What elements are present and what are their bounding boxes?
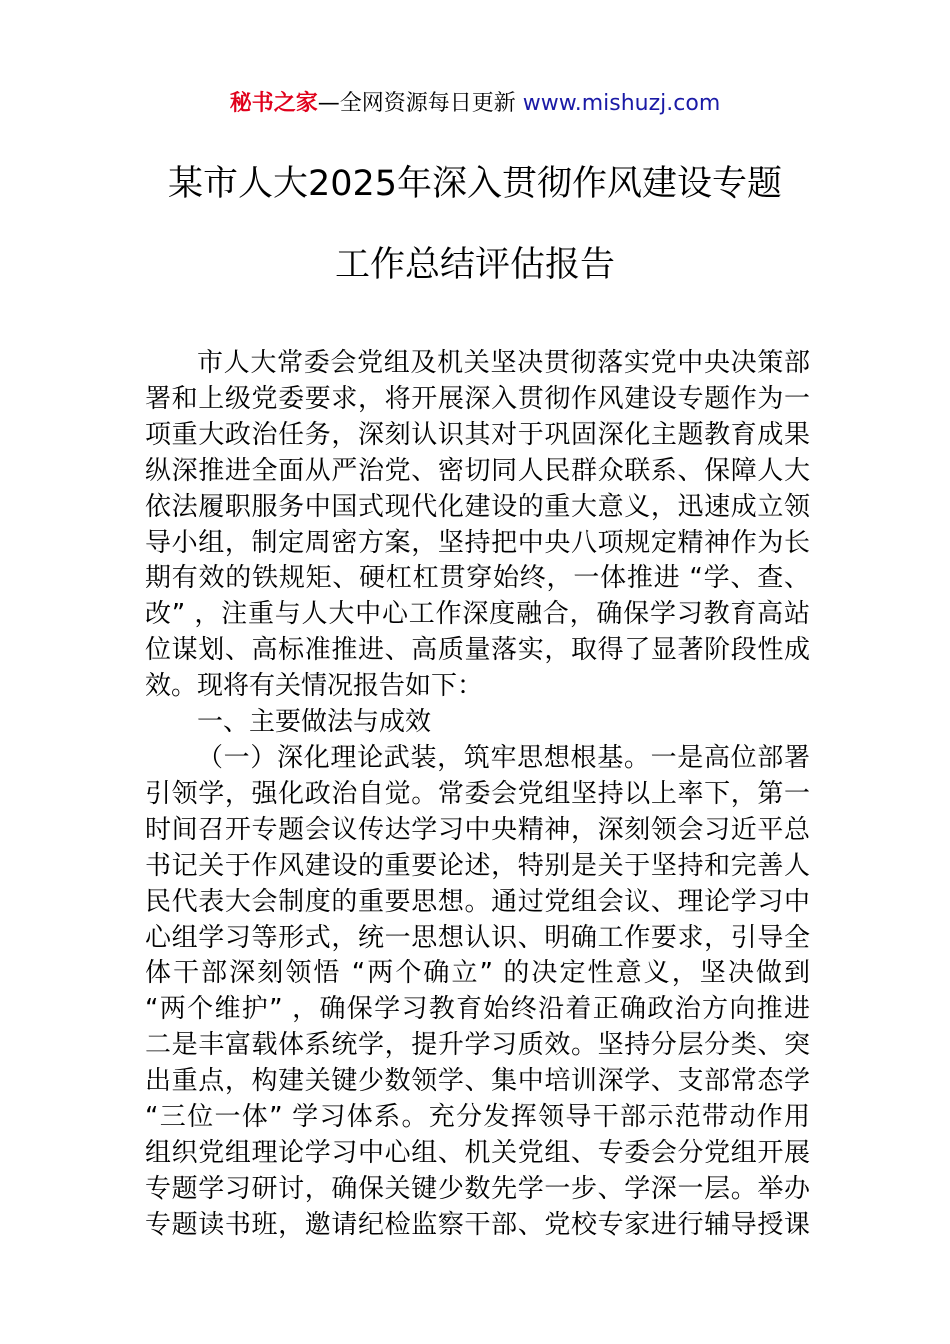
body-line: 体干部深刻领悟 “两个确立” 的决定性意义，坚决做到: [145, 958, 810, 989]
body-line: 心组学习等形式，统一思想认识、明确工作要求，引导全: [145, 922, 810, 953]
body-line: 改” ，注重与人大中心工作深度融合，确保学习教育高站: [145, 599, 810, 630]
body-line: “三位一体” 学习体系。充分发挥领导干部示范带动作用: [145, 1102, 810, 1133]
title-line-2: 工作总结评估报告: [334, 245, 615, 285]
site-slogan: —全网资源每日更新: [317, 91, 523, 116]
body-line: 依法履职服务中国式现代化建设的重大意义，迅速成立领: [145, 491, 810, 522]
body-line: 组织党组理论学习中心组、机关党组、专委会分党组开展: [145, 1137, 810, 1168]
body-line: 书记关于作风建设的重要论述，特别是关于坚持和完善人: [145, 850, 810, 881]
document-title: [60, 160, 890, 289]
body-line: “两个维护” ，确保学习教育始终沿着正确政治方向推进: [145, 994, 810, 1025]
body-line: 二是丰富载体系统学，提升学习质效。坚持分层分类、突: [145, 1030, 810, 1061]
body-line: （一）深化理论武装，筑牢思想根基。一是高位部署: [197, 742, 810, 773]
body-line: 导小组，制定周密方案，坚持把中央八项规定精神作为长: [145, 527, 810, 558]
body-line: 专题学习研讨，确保关键少数先学一步、学深一层。举办: [145, 1173, 810, 1204]
document-body: [145, 346, 810, 1244]
body-line: 效。现将有关情况报告如下：: [145, 671, 484, 702]
body-line: 纵深推进全面从严治党、密切同人民群众联系、保障人大: [145, 455, 810, 486]
title-line-1: 某市人大2025年深入贯彻作风建设专题: [167, 164, 783, 204]
body-line: 专题读书班，邀请纪检监察干部、党校专家进行辅导授课: [145, 1209, 810, 1240]
body-line: 项重大政治任务，深刻认识其对于巩固深化主题教育成果: [145, 419, 810, 450]
body-line: 引领学，强化政治自觉。常委会党组坚持以上率下，第一: [145, 778, 810, 809]
site-header: [0, 86, 950, 122]
body-line: 期有效的铁规矩、硬杠杠贯穿始终，一体推进 “学、查、: [145, 563, 810, 594]
body-line: 民代表大会制度的重要思想。通过党组会议、理论学习中: [145, 886, 810, 917]
body-line: 位谋划、高标准推进、高质量落实，取得了显著阶段性成: [145, 635, 810, 666]
site-url-link[interactable]: www.mishuzj.com: [522, 91, 721, 116]
brand-name: 秘书之家: [229, 91, 318, 116]
body-line: 署和上级党委要求，将开展深入贯彻作风建设专题作为一: [145, 383, 810, 414]
body-line: 出重点，构建关键少数领学、集中培训深学、支部常态学: [145, 1066, 810, 1097]
body-line: 市人大常委会党组及机关坚决贯彻落实党中央决策部: [197, 348, 810, 378]
section-heading: 一、主要做法与成效: [197, 707, 432, 738]
body-line: 时间召开专题会议传达学习中央精神，深刻领会习近平总: [145, 814, 810, 845]
